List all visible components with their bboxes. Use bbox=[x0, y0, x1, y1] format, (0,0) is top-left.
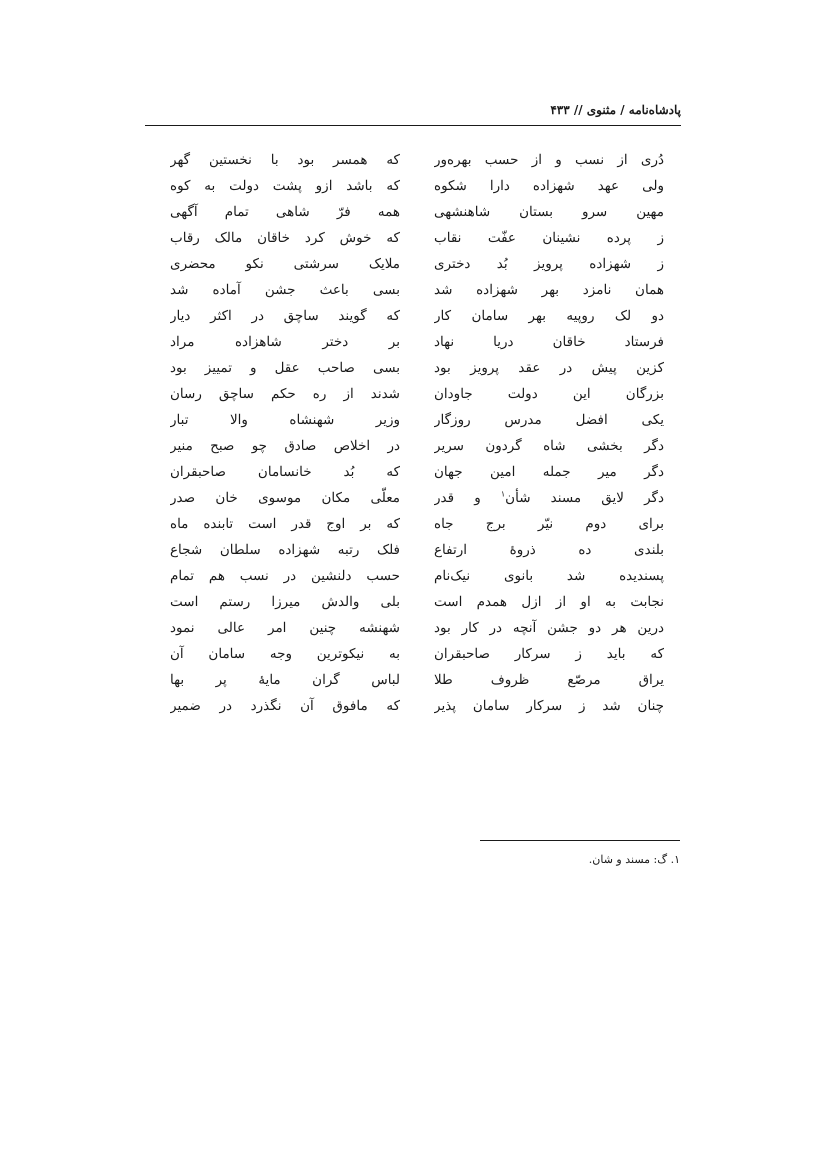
verse-line-with-footnote bbox=[434, 485, 664, 511]
verse-line: که باشد ازو پشت دولت به کوه bbox=[170, 178, 400, 194]
verse-line: یکی افضل مدرس روزگار bbox=[434, 412, 664, 428]
verse-line: فرستاد خاقان دریا نهاد bbox=[434, 334, 664, 350]
verse-line: لباس گران مایهٔ پر بها bbox=[170, 672, 400, 688]
verse-line: ولی عهد شهزاده دارا شکوه bbox=[434, 178, 664, 194]
verse-line: پسندیده شد بانوی نیک‌نام bbox=[434, 568, 664, 584]
footnote-rule bbox=[480, 840, 680, 841]
verse-line: معلّی مکان موسوی خان صدر bbox=[170, 490, 400, 506]
footnote-text: گ: مسند و شان. bbox=[588, 853, 668, 866]
verse-line: نجابت به او از ازل همدم است bbox=[434, 594, 664, 610]
verse-line: دُری از نسب و از حسب بهره‌ور bbox=[434, 152, 664, 168]
verse-line: در اخلاص صادق چو صبح منیر bbox=[170, 438, 400, 454]
verse-line: چنان شد ز سرکار سامان پذیر bbox=[434, 698, 664, 714]
book-title: پادشاه‌نامه bbox=[628, 103, 681, 117]
verse-line: ز پرده نشینان عفّت نقاب bbox=[434, 230, 664, 246]
verse-line: درین هر دو جشن آنچه در کار بود bbox=[434, 620, 664, 636]
verse-line: که مافوق آن نگذرد در ضمیر bbox=[170, 698, 400, 714]
verse-line: همان نامزد بهر شهزاده شد bbox=[434, 282, 664, 298]
verse-line: دگر بخشی شاه گردون سریر bbox=[434, 438, 664, 454]
verse-line: مهین سرو بستان شاهنشهی bbox=[434, 204, 664, 220]
verse-line: شدند از ره حکم ساچق رسان bbox=[170, 386, 400, 402]
footnote bbox=[430, 853, 680, 866]
verse-line: که گویند ساچق در اکثر دیار bbox=[170, 308, 400, 324]
verse-line: شهنشه چنین امر عالی نمود bbox=[170, 620, 400, 636]
verse-line: که بُد خانسامان صاحبقران bbox=[170, 464, 400, 480]
verse-line: وزیر شهنشاه والا تبار bbox=[170, 412, 400, 428]
verse-line: بزرگان این دولت جاودان bbox=[434, 386, 664, 402]
verse-line: ز شهزاده پرویز بُد دختری bbox=[434, 256, 664, 272]
header-rule bbox=[145, 125, 681, 126]
verse-line: دگر میر جمله امین جهان bbox=[434, 464, 664, 480]
verse-line: که خوش کرد خاقان مالک رقاب bbox=[170, 230, 400, 246]
verse-line: حسب دلنشین در نسب هم تمام bbox=[170, 568, 400, 584]
verse-line: به نیکوترین وجه سامان آن bbox=[170, 646, 400, 662]
verse-line: بسی صاحب عقل و تمییز بود bbox=[170, 360, 400, 376]
verse-line: که بر اوج قدر است تابنده ماه bbox=[170, 516, 400, 532]
header-separator: / bbox=[616, 103, 629, 117]
page-separator: // bbox=[569, 103, 587, 117]
verse-line: بلی والدش میرزا رستم است bbox=[170, 594, 400, 610]
verse-line: همه فرّ شاهی تمام آگهی bbox=[170, 204, 400, 220]
footnote-number: ۱. bbox=[670, 853, 680, 866]
verse-line: فلک رتبه شهزاده سلطان شجاع bbox=[170, 542, 400, 558]
running-header bbox=[145, 103, 681, 123]
verse-line-text: دگر لایق مسند شأن bbox=[505, 490, 664, 506]
footnote-reference[interactable]: ۱ bbox=[500, 489, 506, 499]
verse-line-tail: و قدر bbox=[434, 490, 501, 506]
verse-line: یراق مرصّع ظروف طلا bbox=[434, 672, 664, 688]
verse-column-left bbox=[170, 147, 400, 719]
verse-line: بسی باعث جشن آماده شد bbox=[170, 282, 400, 298]
verse-line: که همسر بود با نخستین گهر bbox=[170, 152, 400, 168]
verse-line: بلندی ده ذروهٔ ارتفاع bbox=[434, 542, 664, 558]
verse-line: که باید ز سرکار صاحبقران bbox=[434, 646, 664, 662]
verse-line: کزین پیش در عقد پرویز بود bbox=[434, 360, 664, 376]
verse-line: برای دوم نیّر برج جاه bbox=[434, 516, 664, 532]
page-number: ۴۳۳ bbox=[550, 103, 570, 117]
verse-column-right bbox=[434, 147, 664, 719]
verse-line: بر دختر شاهزاده مراد bbox=[170, 334, 400, 350]
verse-line: دو لک روپیه بهر سامان کار bbox=[434, 308, 664, 324]
section-title: مثنوی bbox=[586, 103, 617, 117]
verse-line: ملایک سرشتی نکو محضری bbox=[170, 256, 400, 272]
